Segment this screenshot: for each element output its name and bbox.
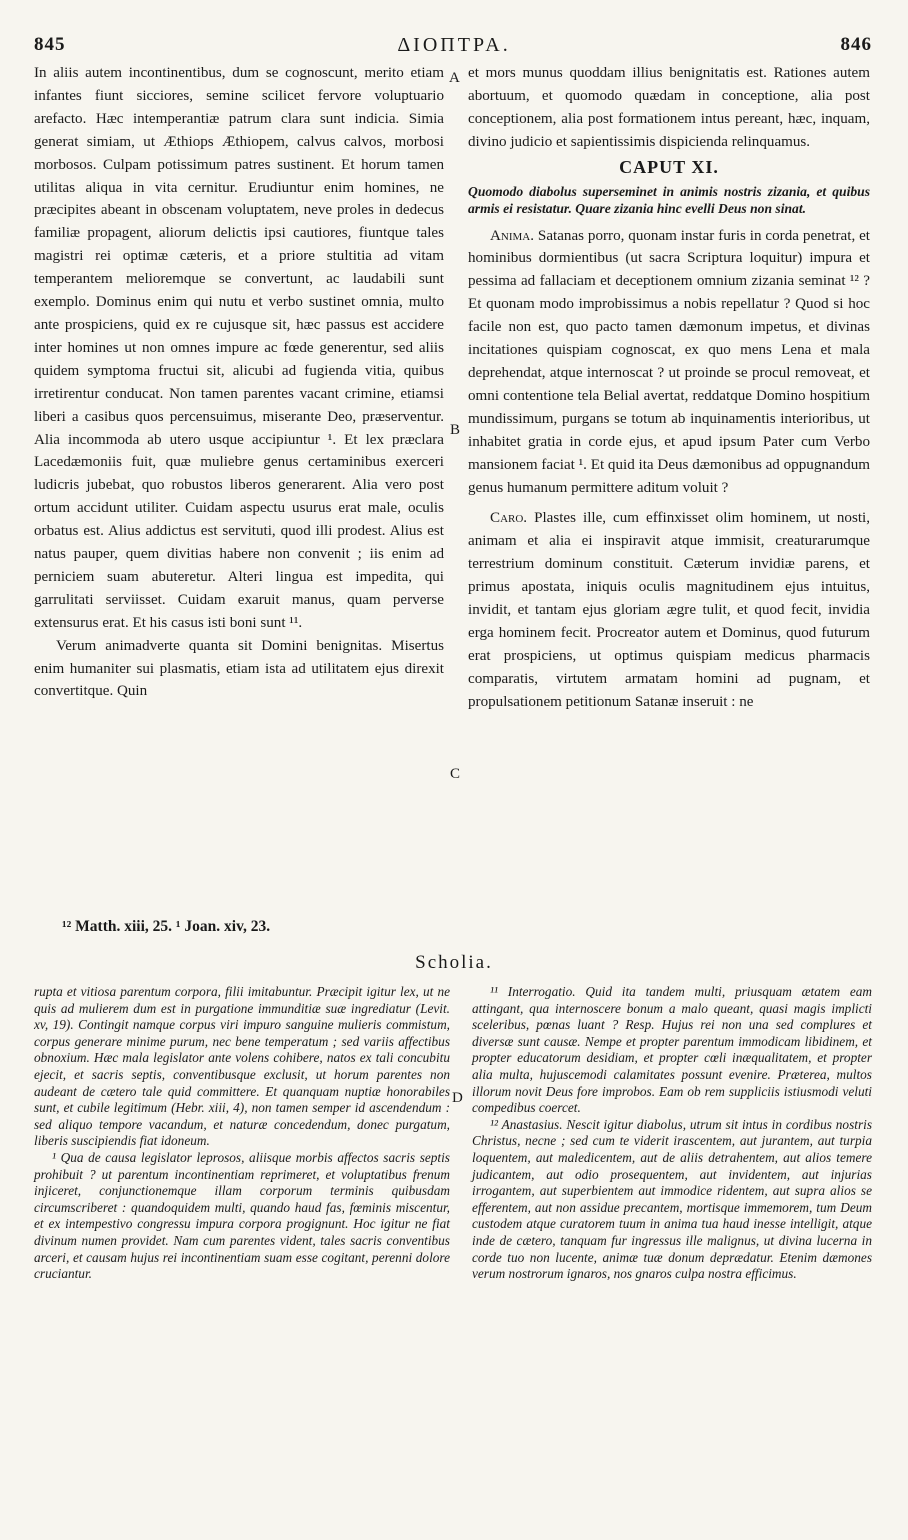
- footnotes: ¹² Matth. xiii, 25. ¹ Joan. xiv, 23.: [62, 918, 271, 935]
- running-title: ΔΙΟΠΤΡΑ.: [397, 34, 511, 56]
- left-paragraph-2: Verum animadverte quanta sit Domini benignitas. Misertus enim humaniter sui plasmatis, etiam ista ad utilitatem ejus direxit convertitque. Quin: [34, 637, 444, 700]
- page-number: 845: [34, 34, 66, 55]
- scholia-left-column: [34, 984, 450, 1283]
- chapter-subtitle: Quomodo diabolus superseminet in animis nostris zizania, et quibus armis ei resistatur. Quare zizania hinc evelli Deus non sinat.: [468, 183, 870, 216]
- left-paragraph-1: In aliis autem incontinentibus, dum se cognoscunt, merito etiam infantes fiunt sicciores, semine scilicet fervore voluptuario arefacto. Hæc intemperantiæ patrum clara sunt indicia. Simia generat simiam, ut Æthiops Æthiopem, calvus calvos, morbosi morbosos. Culpam potissimum patres sustinent. Et horum tamen utilitas aliqua in vita cernitur. Erudiuntur enim homines, ne præcipites abeant in obscenam voluptatem, neve proles in dedecus familiæ propagent, aliorum delictis ipsi cautiores, fiuntque tales magistri rei optimæ cæteris, et a priore stultitia ad vitam temperantem melioremque se convertunt, ac laudabili sunt exemplo. Dominus enim qui nutu et verbo sustinet omnia, multo ante prospiciens, quid ex re cujusque sit, hæc passus est accidere inter homines ut non omnes impure ac fœde generentur, sed aliis quidem symptoma fructui sit, alicubi ad fugienda vitia, quibus irretirentur conducat. Non tamen parentes vacant crimine, etiamsi liberi a casibus quos percensuimus, miserante Deo, præserventur. Alia incommoda ab utero usque accipiuntur ¹. Et lex præclara Lacedæmoniis fuit, quæ muliebre genus certaminibus exerceri ludicris jubebat, quo robustos liberos generarent. Alia vero post ortum accidunt utiliter. Cuidam aspectu usurus erat male, oculis orbatus est. Alius addictus est servituti, quod illi prodest. Alius est natus pauper, quem divitias habere non convenit ; iis enim ad perniciem suam abuteretur. Alteri lingua est impedita, qui garrulitati serviisset. Cuidam exaruit manus, quam perverse extensurus erat. Et his casus isti boni sunt ¹¹.: [34, 65, 444, 631]
- scholia-left-paragraph-2: ¹ Qua de causa legislator leprosos, aliisque morbis affectos sacris septis prohibuit ? ut parentum incontinentiam reprimeret, et voluptatibus frenum injiceret, conjunctionemque illam corporum terminis quibusdam circumscriberet : quandoquidem multi, quando haud fas, fœminis miscentur, et ex intempestivo congressu impura corpora progignunt. Hoc igitur ne fiat divinum numen providet. Nam cum parentes vident, tales sacris conventibus arceri, et causam hujus rei incontinentiam suam esse cogitant, perenni dolore cruciantur.: [34, 1149, 450, 1282]
- page-number-right: 846: [840, 34, 872, 55]
- margin-letter-d: D: [452, 1090, 463, 1106]
- scholia-left-paragraph-1: rupta et vitiosa parentum corpora, filii imitabuntur. Præcipit igitur lex, ut ne quis ad mulierem dum est in purgatione immunditiæ suæ ingrediatur (Levit. xv, 19). Contingit namque corpus viri impuro sanguine mulieris commistum, corpus generare minime purum, nec bene temperatum ; sed variis affectibus obnoxium. Hæc mala legislator ante volens cohibere, natos ex tali concubitu ejecit, et sacris septis, conventibusque exclusit, ut horum parentes non audeant de cætero tale quid committere. Et quanquam nuptiæ honorabiles sunt, et cubile legitimum (Hebr. xiii, 4), non tamen semper id ascendendum : sed aliquo tempore vacandum, et naturæ concedendum, donec purgatum, liberis suscipiendis fiat idoneum.: [34, 984, 450, 1149]
- margin-letter-c: C: [450, 766, 461, 782]
- caro-label: Caro.: [490, 510, 528, 527]
- chapter-title: CAPUT XI.: [619, 156, 719, 177]
- right-intro-paragraph: et mors munus quoddam illius benignitatis est. Rationes autem abortuum, et quomodo quædam in conceptione, alia post conceptionem, alia post formationem intus pereant, hæc, inquam, divino judicio et sapientissimis dispicienda relinquamus.: [468, 65, 870, 150]
- caro-paragraph: [468, 507, 870, 713]
- scholia-right-column: [472, 984, 872, 1283]
- scholia-right-paragraph-2: ¹² Anastasius. Nescit igitur diabolus, utrum sit intus in cordibus nostris Christus, necne ; sed cum te viderit irascentem, aut jurantem, aut turpia loquentem, aut maledicentem, aut de aliis detrahentem, aut alios temere judicantem, aut odio prosequentem, aut invidentem, aut injurias irrogantem, aut superbientem aut immodice ridentem, aut supra alios se efferentem, aut non assidue precantem, mortisque immemorem, tum Deum custodem atque curatorem tuum in anima tua haud inesse intelligit, atque inde de cætero, tanquam fur ingressus ille malignus, ut divina lucerna in corde tuo non lucente, animæ tuæ donum deprædatur. Etenim dæmones verum nostrorum ignaros, nos gnaros culpa nostra efficimus.: [472, 1116, 872, 1282]
- anima-paragraph: [468, 225, 870, 500]
- anima-text: Satanas porro, quonam instar furis in corda penetrat, et hominibus dormientibus (ut sacra Scriptura loquitur) impura et pessima ad fallaciam et deceptionem omnium zizania seminat ¹² ? Et quonam modo improbissimus a nobis repellatur ? Quod si hoc facile non est, quo pacto tamen dæmonum impetus, et divinas incitationes quispiam cognoscat, ex quo mens Lena et mala deprehendat, atque internoscat ? ut proinde se procul removeat, et omni contentione tela Belial avertat, reddatque Domino hospitium mundissimum, purgans se totum ab inquinamentis interioribus, ut inhabitet gratia in corde ejus, et apud ipsum Pater cum Verbo mansionem faciat ¹. Et quid ita Deus dæmonibus ad oppugnandum genus humanum permittere aditum voluit ?: [468, 227, 870, 496]
- left-column: [34, 62, 444, 703]
- scholia-title: Scholia.: [415, 952, 493, 973]
- margin-letter-a: A: [449, 70, 460, 86]
- scholia-right-paragraph-1: ¹¹ Interrogatio. Quid ita tandem multi, priusquam ætatem eam attingant, qua internoscere bonum a malo queant, quasi magis implicti sceleribus, pœnas luant ? Resp. Hujus rei non una sed complures et diversæ sunt causæ. Nempe et propter parentum immodicam libidinem, et propter educatorum desidiam, et propter cœli inæqualitatem, et propter alia multa, hujuscemodi calamitates possunt evenire. Præterea, multos illorum novit Deus fore improbos. Eam ob rem suppliciis istiusmodi veluti compedibus coercet.: [472, 984, 872, 1116]
- caro-text: Plastes ille, cum effinxisset olim hominem, ut nosti, animam et alia ei inspiravit atque immisit, creaturarumque terrestrium dominum constituit. Cæterum invidiæ parens, et primus apostata, iniquis oculis magnitudinem ejus intuitus, invidit, et tantam ejus gloriam ægre tulit, et quod fecit, invidia erga hominem fecit. Procreator autem et Dominus, quod futurum erat prospiciens, ut optimus quispiam medicus pharmacis comparatis, virtutem armatam homini ad pugnam, et propulsationem petitionum Satanæ inseruit : ne: [468, 510, 870, 710]
- anima-label: Anima.: [490, 227, 535, 244]
- margin-letter-b: B: [450, 422, 461, 438]
- right-column: [468, 62, 870, 714]
